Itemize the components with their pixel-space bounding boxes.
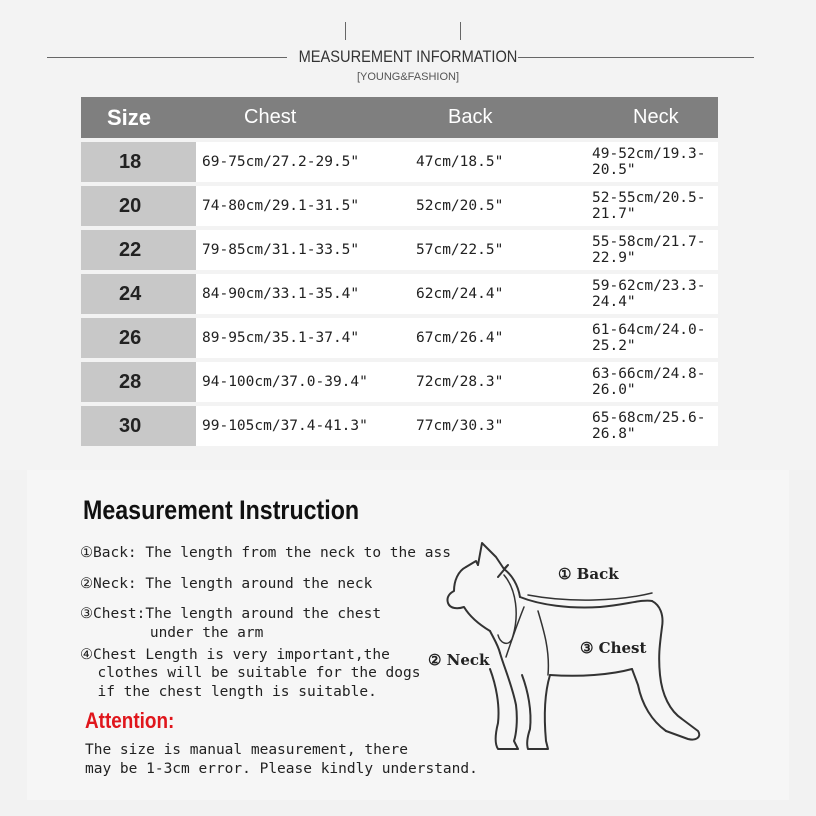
back-cell: 62cm/24.4" xyxy=(416,272,578,316)
neck-cell: 63-66cm/24.8-26.0" xyxy=(578,360,718,404)
neck-cell: 55-58cm/21.7-22.9" xyxy=(578,228,718,272)
chest-cell: 79-85cm/31.1-33.5" xyxy=(196,228,416,272)
back-cell: 52cm/20.5" xyxy=(416,184,578,228)
page-title: MEASUREMENT INFORMATION xyxy=(298,47,518,66)
table-row xyxy=(81,272,718,316)
chest-cell: 84-90cm/33.1-35.4" xyxy=(196,272,416,316)
size-cell: 26 xyxy=(81,316,196,360)
table-row xyxy=(81,184,718,228)
table-row xyxy=(81,228,718,272)
size-cell: 20 xyxy=(81,184,196,228)
chest-cell: 94-100cm/37.0-39.4" xyxy=(196,360,416,404)
header-back: Back xyxy=(416,97,578,140)
chest-cell: 69-75cm/27.2-29.5" xyxy=(196,140,416,184)
chest-cell: 89-95cm/35.1-37.4" xyxy=(196,316,416,360)
neck-cell: 59-62cm/23.3-24.4" xyxy=(578,272,718,316)
header-size: Size xyxy=(81,97,196,140)
diagram-label-neck: ② Neck xyxy=(428,651,490,669)
back-cell: 72cm/28.3" xyxy=(416,360,578,404)
back-cell: 67cm/26.4" xyxy=(416,316,578,360)
size-table xyxy=(81,97,718,446)
attention-heading: Attention: xyxy=(85,708,175,733)
table-row xyxy=(81,360,718,404)
diagram-label-back: ① Back xyxy=(558,565,619,583)
size-cell: 22 xyxy=(81,228,196,272)
dog-diagram xyxy=(420,535,720,765)
size-table-header xyxy=(81,97,718,140)
instruction-length-cont2: if the chest length is suitable. xyxy=(80,684,377,700)
instruction-back: ①Back: The length from the neck to the ass xyxy=(80,545,451,561)
instruction-chest-cont: under the arm xyxy=(80,625,264,641)
neck-cell: 52-55cm/20.5-21.7" xyxy=(578,184,718,228)
table-row xyxy=(81,140,718,184)
attention-line-1: The size is manual measurement, there xyxy=(85,742,409,758)
instruction-length-cont1: clothes will be suitable for the dogs xyxy=(80,665,421,681)
instruction-chest: ③Chest:The length around the chest xyxy=(80,606,382,622)
instruction-neck: ②Neck: The length around the neck xyxy=(80,576,373,592)
neck-cell: 65-68cm/25.6-26.8" xyxy=(578,404,718,446)
size-cell: 18 xyxy=(81,140,196,184)
table-row xyxy=(81,316,718,360)
attention-line-2: may be 1-3cm error. Please kindly understand. xyxy=(85,761,478,777)
size-cell: 30 xyxy=(81,404,196,446)
back-cell: 47cm/18.5" xyxy=(416,140,578,184)
page-subtitle: [YOUNG&FASHION] xyxy=(356,71,460,83)
instruction-length: ④Chest Length is very important,the xyxy=(80,647,390,663)
header-chest: Chest xyxy=(196,97,416,140)
back-cell: 57cm/22.5" xyxy=(416,228,578,272)
instruction-heading: Measurement Instruction xyxy=(83,495,360,525)
title-tick-right xyxy=(460,22,461,40)
header-neck: Neck xyxy=(578,97,718,140)
diagram-label-chest: ③ Chest xyxy=(580,639,647,657)
size-cell: 24 xyxy=(81,272,196,316)
chest-cell: 74-80cm/29.1-31.5" xyxy=(196,184,416,228)
title-tick-left xyxy=(345,22,346,40)
table-row xyxy=(81,404,718,446)
chest-cell: 99-105cm/37.4-41.3" xyxy=(196,404,416,446)
neck-cell: 61-64cm/24.0-25.2" xyxy=(578,316,718,360)
back-cell: 77cm/30.3" xyxy=(416,404,578,446)
size-cell: 28 xyxy=(81,360,196,404)
neck-cell: 49-52cm/19.3-20.5" xyxy=(578,140,718,184)
